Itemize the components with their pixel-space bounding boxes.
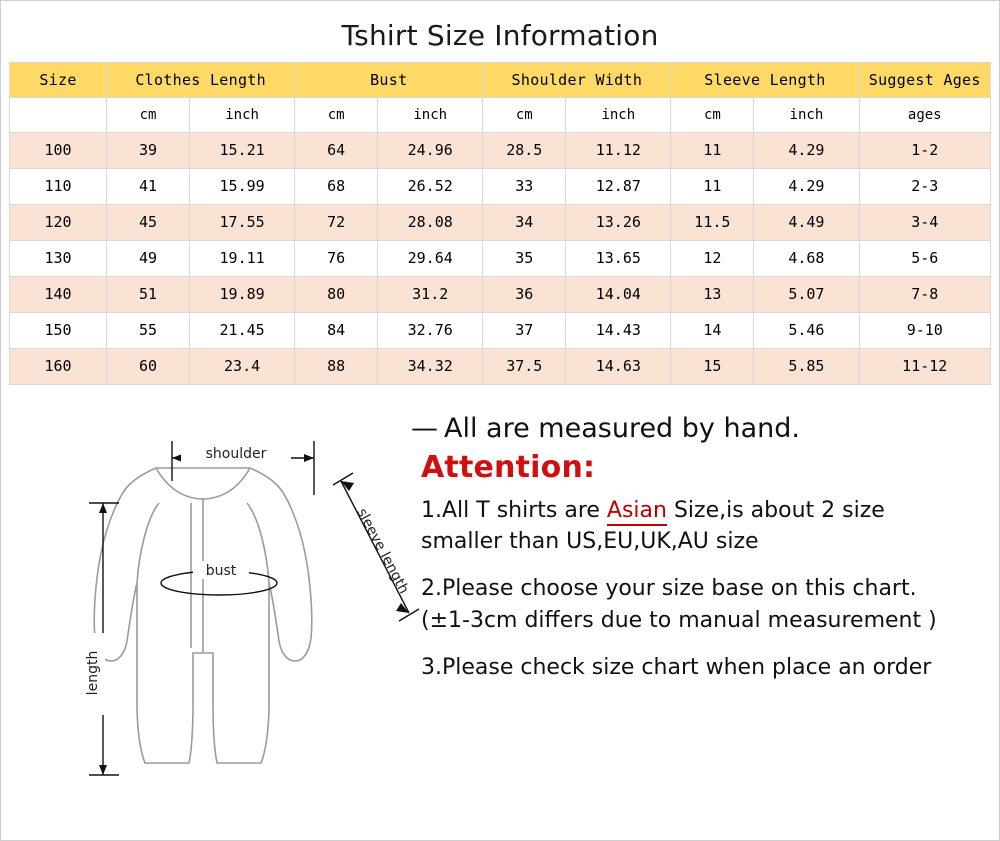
header-clothes-length: Clothes Length bbox=[107, 63, 295, 98]
cell-length-cm: 41 bbox=[107, 169, 190, 205]
cell-bust-cm: 80 bbox=[295, 277, 378, 313]
cell-sleeve-cm: 11 bbox=[671, 133, 754, 169]
label-length: length bbox=[85, 650, 101, 696]
notes-panel bbox=[411, 413, 991, 699]
label-sleeve-length: sleeve length bbox=[353, 505, 412, 597]
cell-ages: 7-8 bbox=[859, 277, 991, 313]
cell-length-inch: 19.89 bbox=[190, 277, 295, 313]
unit-length-cm: cm bbox=[107, 98, 190, 133]
header-shoulder-width: Shoulder Width bbox=[483, 63, 671, 98]
cell-size: 120 bbox=[10, 205, 107, 241]
cell-shoulder-cm: 33 bbox=[483, 169, 566, 205]
cell-bust-inch: 26.52 bbox=[378, 169, 483, 205]
unit-bust-cm: cm bbox=[295, 98, 378, 133]
cell-shoulder-inch: 14.63 bbox=[566, 349, 671, 385]
cell-ages: 2-3 bbox=[859, 169, 991, 205]
header-suggest-ages: Suggest Ages bbox=[859, 63, 991, 98]
cell-ages: 1-2 bbox=[859, 133, 991, 169]
cell-shoulder-cm: 36 bbox=[483, 277, 566, 313]
cell-size: 100 bbox=[10, 133, 107, 169]
table-unit-header-row bbox=[10, 98, 991, 133]
table-row bbox=[10, 277, 991, 313]
unit-sleeve-inch: inch bbox=[754, 98, 859, 133]
cell-shoulder-inch: 13.26 bbox=[566, 205, 671, 241]
cell-sleeve-cm: 13 bbox=[671, 277, 754, 313]
cell-bust-inch: 28.08 bbox=[378, 205, 483, 241]
cell-sleeve-inch: 5.46 bbox=[754, 313, 859, 349]
table-row bbox=[10, 169, 991, 205]
cell-shoulder-cm: 28.5 bbox=[483, 133, 566, 169]
cell-sleeve-inch: 4.49 bbox=[754, 205, 859, 241]
unit-length-inch: inch bbox=[190, 98, 295, 133]
cell-length-inch: 19.11 bbox=[190, 241, 295, 277]
cell-size: 110 bbox=[10, 169, 107, 205]
garment-svg bbox=[41, 403, 441, 803]
cell-bust-cm: 64 bbox=[295, 133, 378, 169]
unit-shoulder-inch: inch bbox=[566, 98, 671, 133]
cell-length-cm: 49 bbox=[107, 241, 190, 277]
table-row bbox=[10, 349, 991, 385]
unit-shoulder-cm: cm bbox=[483, 98, 566, 133]
note1-suffix: Size,is about 2 size smaller than US,EU,UK,AU size bbox=[421, 498, 885, 555]
table-row bbox=[10, 241, 991, 277]
cell-sleeve-inch: 4.29 bbox=[754, 133, 859, 169]
cell-shoulder-inch: 13.65 bbox=[566, 241, 671, 277]
unit-bust-inch: inch bbox=[378, 98, 483, 133]
cell-ages: 9-10 bbox=[859, 313, 991, 349]
cell-ages: 11-12 bbox=[859, 349, 991, 385]
cell-bust-inch: 31.2 bbox=[378, 277, 483, 313]
cell-length-cm: 45 bbox=[107, 205, 190, 241]
cell-sleeve-inch: 5.85 bbox=[754, 349, 859, 385]
cell-sleeve-cm: 11.5 bbox=[671, 205, 754, 241]
cell-bust-inch: 29.64 bbox=[378, 241, 483, 277]
cell-size: 130 bbox=[10, 241, 107, 277]
cell-bust-cm: 72 bbox=[295, 205, 378, 241]
table-row bbox=[10, 313, 991, 349]
measured-by-hand-note bbox=[411, 413, 991, 444]
cell-sleeve-inch: 4.68 bbox=[754, 241, 859, 277]
cell-bust-cm: 76 bbox=[295, 241, 378, 277]
table-row bbox=[10, 133, 991, 169]
cell-bust-cm: 88 bbox=[295, 349, 378, 385]
attention-heading: Attention: bbox=[421, 450, 596, 485]
cell-sleeve-cm: 14 bbox=[671, 313, 754, 349]
cell-sleeve-inch: 4.29 bbox=[754, 169, 859, 205]
garment-diagram bbox=[41, 403, 441, 823]
cell-length-cm: 55 bbox=[107, 313, 190, 349]
cell-length-inch: 15.21 bbox=[190, 133, 295, 169]
cell-bust-inch: 34.32 bbox=[378, 349, 483, 385]
note-item-2: 2.Please choose your size base on this chart.(±1-3cm differs due to manual measurement ) bbox=[421, 576, 937, 633]
label-bust: bust bbox=[205, 563, 237, 579]
cell-sleeve-cm: 12 bbox=[671, 241, 754, 277]
cell-shoulder-cm: 37.5 bbox=[483, 349, 566, 385]
cell-bust-cm: 84 bbox=[295, 313, 378, 349]
cell-length-inch: 23.4 bbox=[190, 349, 295, 385]
asian-highlight: Asian bbox=[607, 498, 667, 526]
cell-length-cm: 39 bbox=[107, 133, 190, 169]
cell-ages: 5-6 bbox=[859, 241, 991, 277]
header-bust: Bust bbox=[295, 63, 483, 98]
lower-section bbox=[1, 403, 999, 833]
cell-shoulder-cm: 37 bbox=[483, 313, 566, 349]
cell-length-inch: 21.45 bbox=[190, 313, 295, 349]
cell-length-inch: 15.99 bbox=[190, 169, 295, 205]
em-dash-icon: — bbox=[411, 413, 438, 444]
unit-blank bbox=[10, 98, 107, 133]
cell-shoulder-inch: 14.43 bbox=[566, 313, 671, 349]
cell-shoulder-inch: 14.04 bbox=[566, 277, 671, 313]
cell-shoulder-cm: 35 bbox=[483, 241, 566, 277]
table-group-header-row bbox=[10, 63, 991, 98]
cell-bust-inch: 24.96 bbox=[378, 133, 483, 169]
unit-sleeve-cm: cm bbox=[671, 98, 754, 133]
header-size: Size bbox=[10, 63, 107, 98]
cell-sleeve-cm: 11 bbox=[671, 169, 754, 205]
cell-sleeve-cm: 15 bbox=[671, 349, 754, 385]
measured-by-hand-text: All are measured by hand. bbox=[444, 413, 800, 444]
cell-shoulder-inch: 11.12 bbox=[566, 133, 671, 169]
note-item-3: 3.Please check size chart when place an order bbox=[421, 654, 932, 680]
cell-sleeve-inch: 5.07 bbox=[754, 277, 859, 313]
table-row bbox=[10, 205, 991, 241]
cell-length-inch: 17.55 bbox=[190, 205, 295, 241]
cell-shoulder-inch: 12.87 bbox=[566, 169, 671, 205]
cell-length-cm: 60 bbox=[107, 349, 190, 385]
page-title: Tshirt Size Information bbox=[341, 19, 659, 52]
cell-bust-cm: 68 bbox=[295, 169, 378, 205]
header-sleeve-length: Sleeve Length bbox=[671, 63, 859, 98]
note-item-1 bbox=[421, 495, 941, 557]
note1-prefix: 1.All T shirts are bbox=[421, 498, 607, 523]
cell-size: 150 bbox=[10, 313, 107, 349]
cell-ages: 3-4 bbox=[859, 205, 991, 241]
cell-bust-inch: 32.76 bbox=[378, 313, 483, 349]
unit-ages: ages bbox=[859, 98, 991, 133]
cell-size: 140 bbox=[10, 277, 107, 313]
cell-length-cm: 51 bbox=[107, 277, 190, 313]
size-table bbox=[9, 62, 991, 385]
cell-shoulder-cm: 34 bbox=[483, 205, 566, 241]
label-shoulder: shoulder bbox=[205, 446, 267, 462]
cell-size: 160 bbox=[10, 349, 107, 385]
